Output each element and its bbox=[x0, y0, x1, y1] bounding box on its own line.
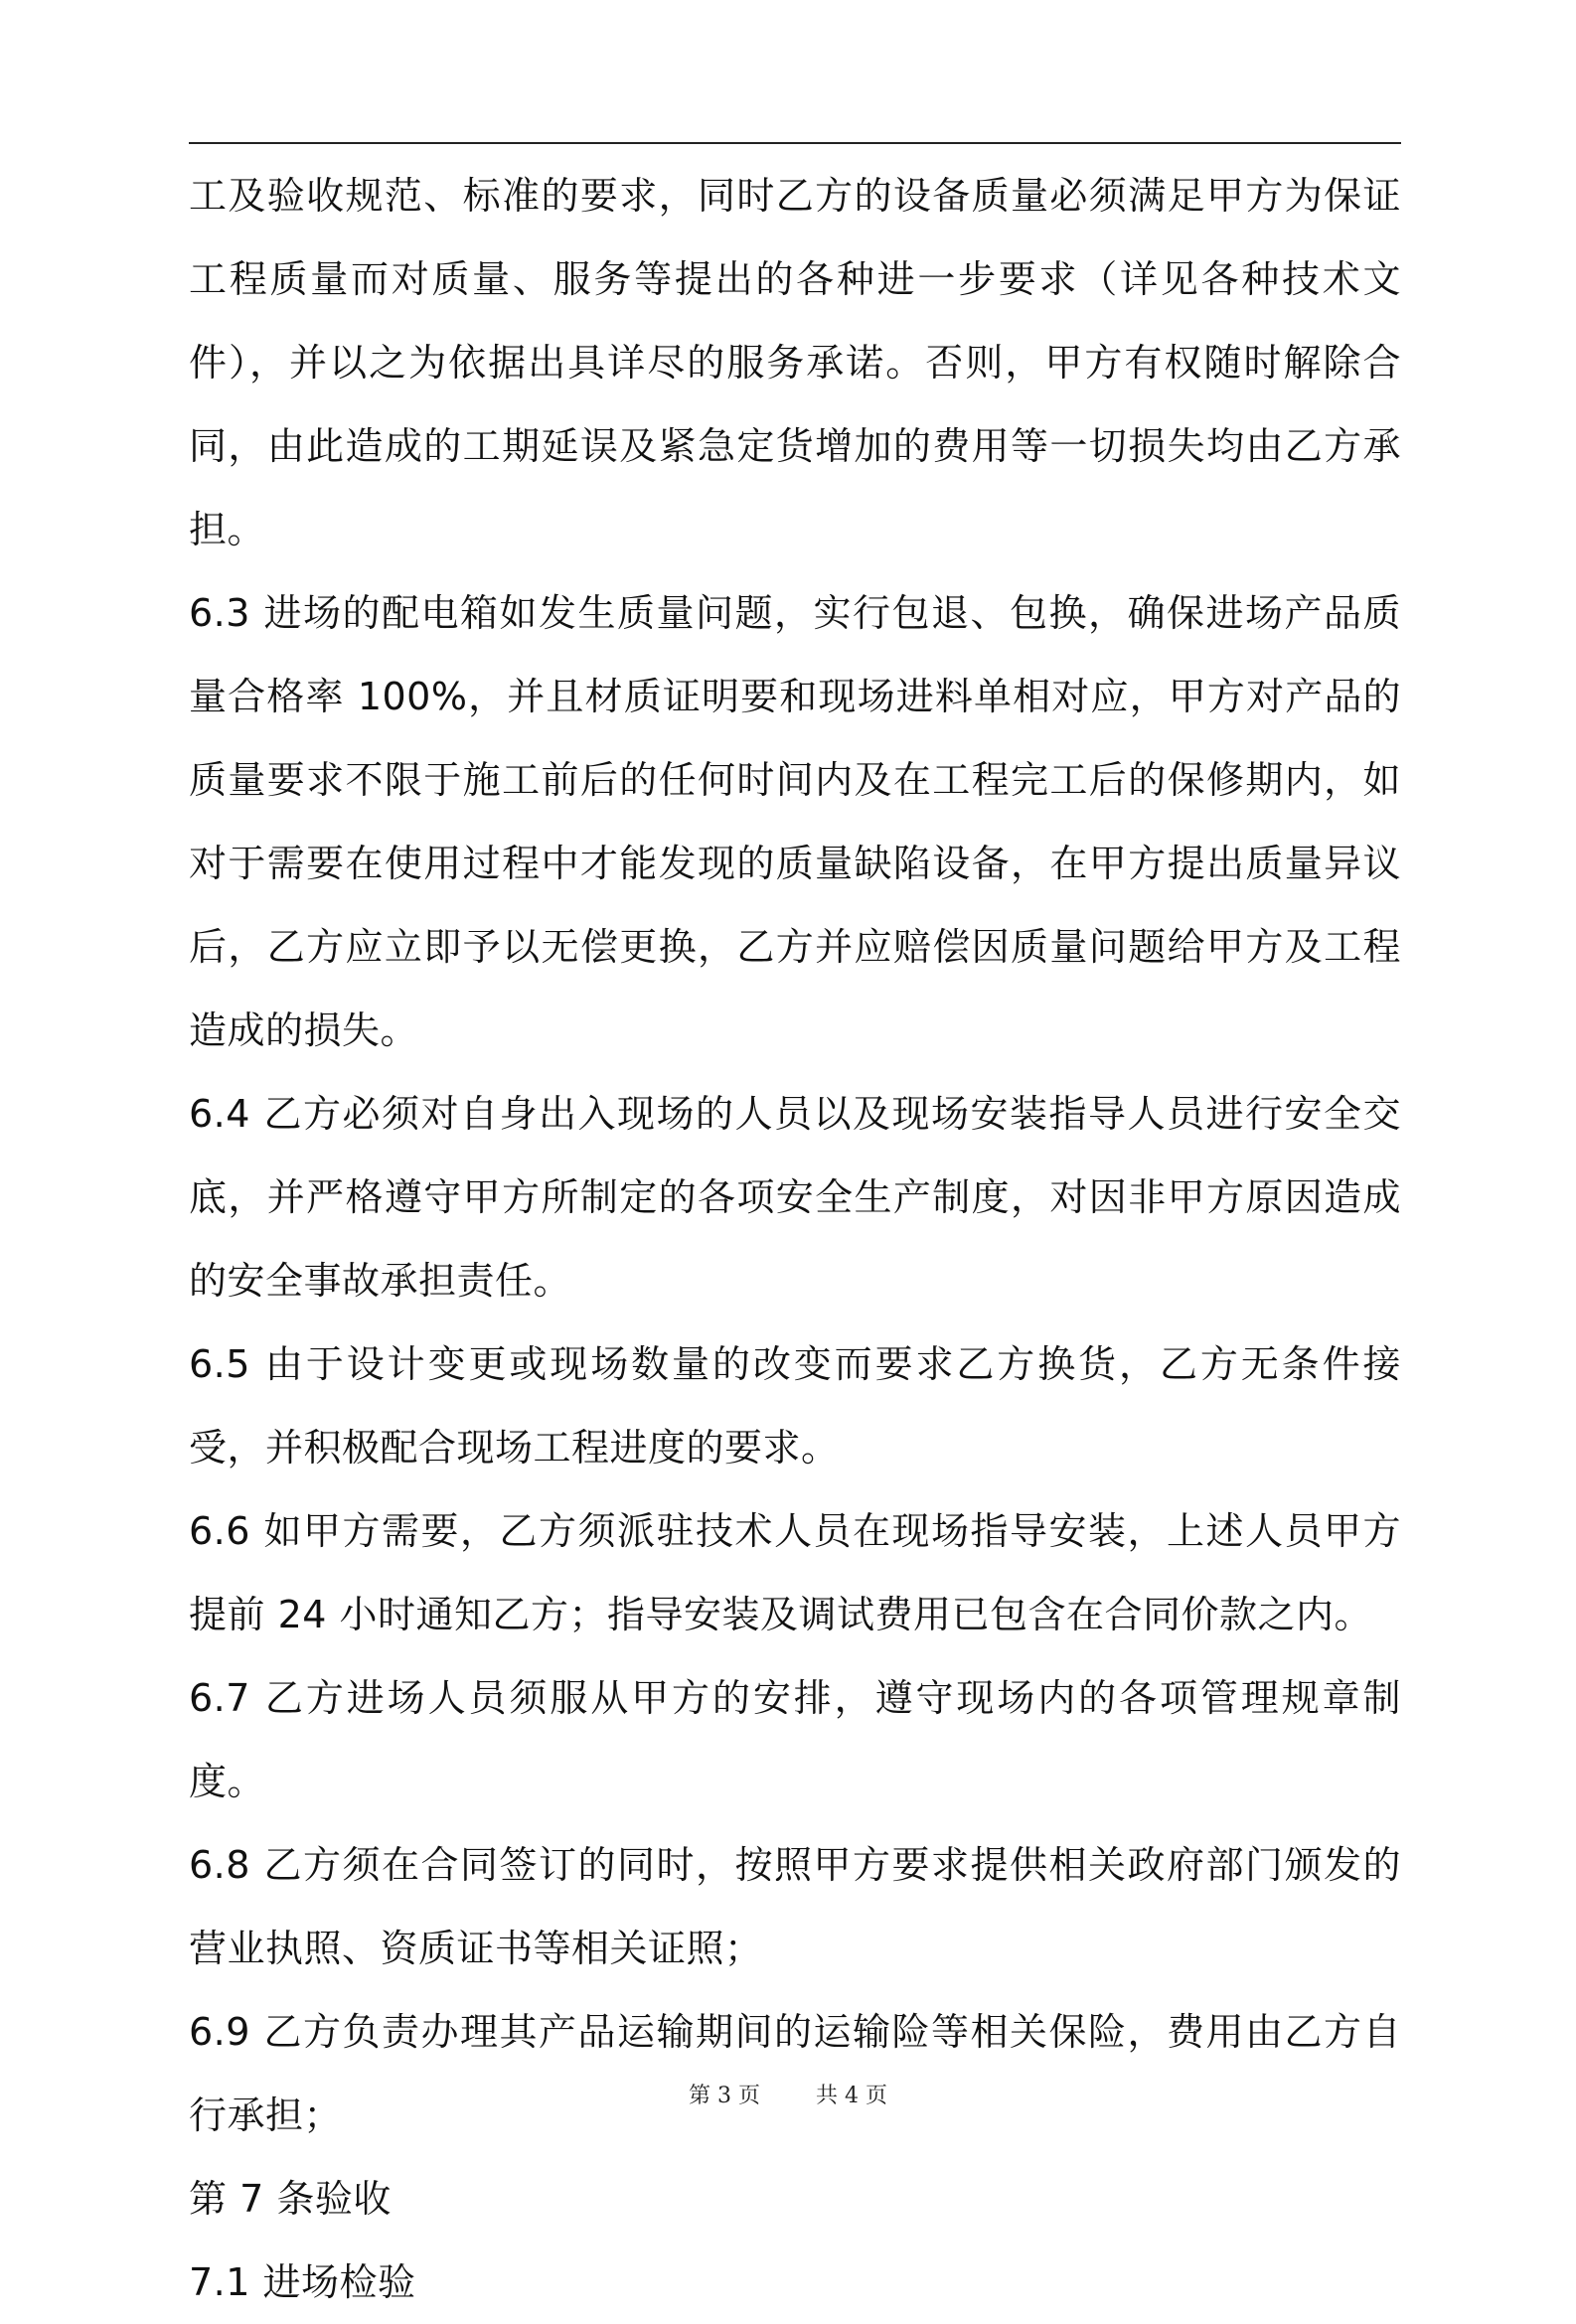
article-7-heading: 第 7 条验收 bbox=[189, 2177, 392, 2221]
clause-6-9: 6.9 乙方负责办理其产品运输期间的运输险等相关保险，费用由乙方自行承担； bbox=[189, 2010, 1401, 2137]
document-body bbox=[189, 154, 1401, 2324]
clause-6-3: 6.3 进场的配电箱如发生质量问题，实行包退、包换，确保进场产品质量合格率 100%，并且材质证明要和现场进料单相对应，甲方对产品的质量要求不限于施工前后的任何时间内及在工程完工后的保修期内，如对于需要在使用过程中才能发现的质量缺陷设备，在甲方提出质量异议后，乙方应立即予以无偿更换，乙方并应赔偿因质量问题给甲方及工程造成的损失。 bbox=[189, 591, 1401, 1052]
page-number-total: 共 4 页 bbox=[815, 2084, 887, 2108]
page-footer bbox=[0, 2079, 1576, 2109]
clause-6-4: 6.4 乙方必须对自身出入现场的人员以及现场安装指导人员进行安全交底，并严格遵守甲方所制定的各项安全生产制度，对因非甲方原因造成的安全事故承担责任。 bbox=[189, 1092, 1401, 1303]
footer-spacer bbox=[760, 2084, 816, 2108]
page-number-current: 第 3 页 bbox=[689, 2084, 761, 2108]
clause-6-6: 6.6 如甲方需要，乙方须派驻技术人员在现场指导安装，上述人员甲方提前 24 小时通知乙方；指导安装及调试费用已包含在合同价款之内。 bbox=[189, 1509, 1401, 1636]
paragraph-continuation: 工及验收规范、标准的要求，同时乙方的设备质量必须满足甲方为保证工程质量而对质量、服务等提出的各种进一步要求（详见各种技术文件），并以之为依据出具详尽的服务承诺。否则，甲方有权随时解除合同，由此造成的工期延误及紧急定货增加的费用等一切损失均由乙方承担。 bbox=[189, 174, 1401, 551]
clause-6-5: 6.5 由于设计变更或现场数量的改变而要求乙方换货，乙方无条件接受，并积极配合现场工程进度的要求。 bbox=[189, 1342, 1401, 1470]
header-rule bbox=[189, 142, 1401, 144]
clause-6-8: 6.8 乙方须在合同签订的同时，按照甲方要求提供相关政府部门颁发的营业执照、资质证书等相关证照； bbox=[189, 1843, 1401, 1970]
clause-6-7: 6.7 乙方进场人员须服从甲方的安排，遵守现场内的各项管理规章制度。 bbox=[189, 1676, 1401, 1803]
clause-7-1: 7.1 进场检验 bbox=[189, 2260, 416, 2304]
